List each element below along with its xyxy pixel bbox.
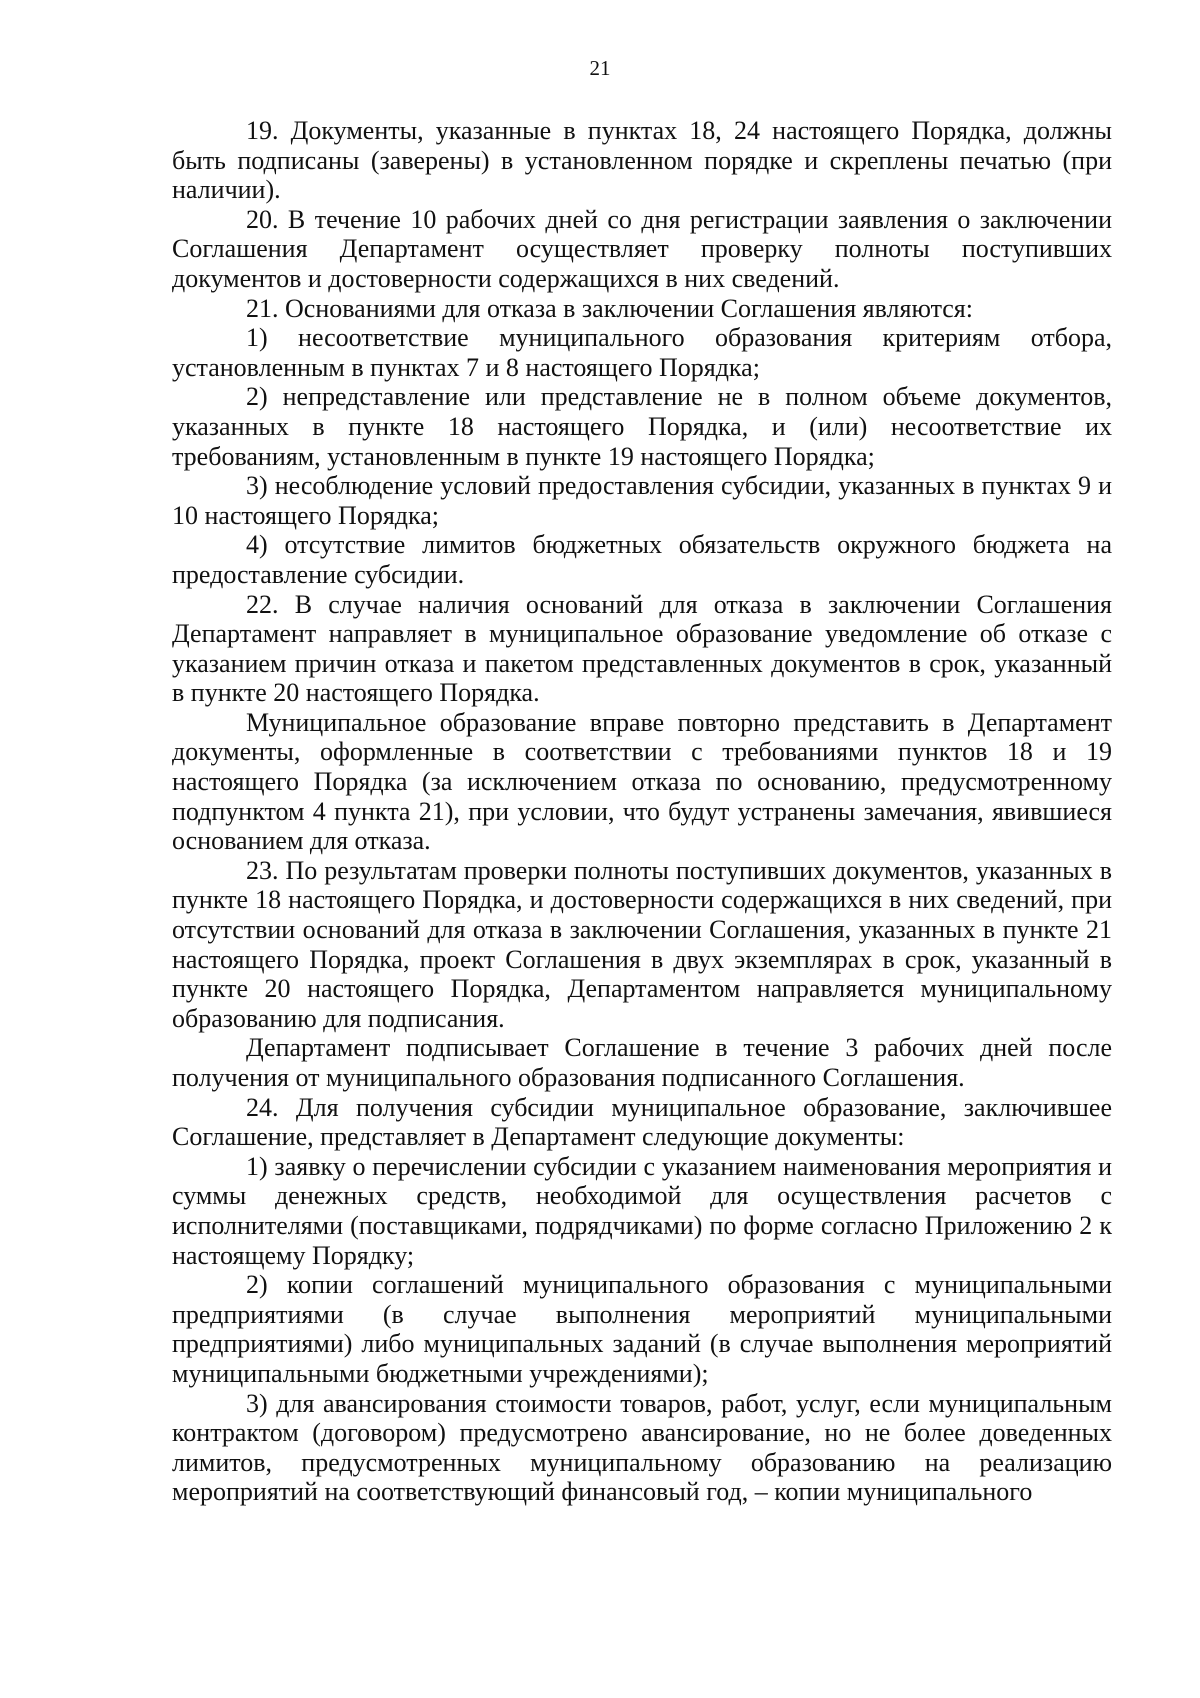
document-body — [172, 116, 1112, 1507]
page-number: 21 — [589, 56, 611, 80]
paragraph-22-resubmission: Муниципальное образование вправе повторно представить в Департамент документы, оформленные в соответствии с требованиями пунктов 18 и 19 настоящего Порядка (за исключением отказа по основанию, предусмотренному подпунктом 4 пункта 21), при условии, что будут устранены замечания, явившиеся основанием для отказа. — [172, 707, 1112, 856]
paragraph-21-item-3: 3) несоблюдение условий предоставления субсидии, указанных в пунктах 9 и 10 настоящего Порядка; — [172, 471, 1112, 530]
paragraph-24: 24. Для получения субсидии муниципальное образование, заключившее Соглашение, представляет в Департамент следующие документы: — [172, 1092, 1112, 1152]
paragraph-21-item-4: 4) отсутствие лимитов бюджетных обязательств окружного бюджета на предоставление субсидии. — [172, 530, 1112, 589]
paragraph-24-item-3: 3) для авансирования стоимости товаров, работ, услуг, если муниципальным контрактом (договором) предусмотрено авансирование, но не более доведенных лимитов, предусмотренных муниципальному образованию на реализацию мероприятий на соответствующий финансовый год, – копии муниципального — [172, 1388, 1112, 1507]
paragraph-21-item-1: 1) несоответствие муниципального образования критериям отбора, установленным в пунктах 7 и 8 настоящего Порядка; — [172, 323, 1112, 382]
paragraph-24-item-2: 2) копии соглашений муниципального образования с муниципальными предприятиями (в случае выполнения мероприятий муниципальными предприятиями) либо муниципальных заданий (в случае выполнения мероприятий муниципальными бюджетными учреждениями); — [172, 1270, 1112, 1388]
paragraph-19: 19. Документы, указанные в пунктах 18, 24 настоящего Порядка, должны быть подписаны (заверены) в установленном порядке и скреплены печатью (при наличии). — [172, 116, 1112, 205]
paragraph-21-item-2: 2) непредставление или представление не в полном объеме документов, указанных в пункте 18 настоящего Порядка, и (или) несоответствие их требованиям, установленным в пункте 19 настоящего Порядка; — [172, 382, 1112, 471]
paragraph-21: 21. Основаниями для отказа в заключении Соглашения являются: — [246, 293, 973, 323]
paragraph-20: 20. В течение 10 рабочих дней со дня регистрации заявления о заключении Соглашения Департамент осуществляет проверку полноты поступивших документов и достоверности содержащихся в них сведений. — [172, 204, 1112, 293]
paragraph-23: 23. По результатам проверки полноты поступивших документов, указанных в пункте 18 настоящего Порядка, и достоверности содержащихся в них сведений, при отсутствии оснований для отказа в заключении Соглашения, указанных в пункте 21 настоящего Порядка, проект Соглашения в двух экземплярах в срок, указанный в пункте 20 настоящего Порядка, Департаментом направляется муниципальному образованию для подписания. — [172, 855, 1112, 1033]
paragraph-24-item-1: 1) заявку о перечислении субсидии с указанием наименования мероприятия и суммы денежных средств, необходимой для осуществления расчетов с исполнителями (поставщиками, подрядчиками) по форме согласно Приложению 2 к настоящему Порядку; — [172, 1151, 1112, 1270]
paragraph-23-signing: Департамент подписывает Соглашение в течение 3 рабочих дней после получения от муниципального образования подписанного Соглашения. — [172, 1033, 1112, 1092]
paragraph-22: 22. В случае наличия оснований для отказа в заключении Соглашения Департамент направляет в муниципальное образование уведомление об отказе с указанием причин отказа и пакетом представленных документов в срок, указанный в пункте 20 настоящего Порядка. — [172, 589, 1112, 708]
